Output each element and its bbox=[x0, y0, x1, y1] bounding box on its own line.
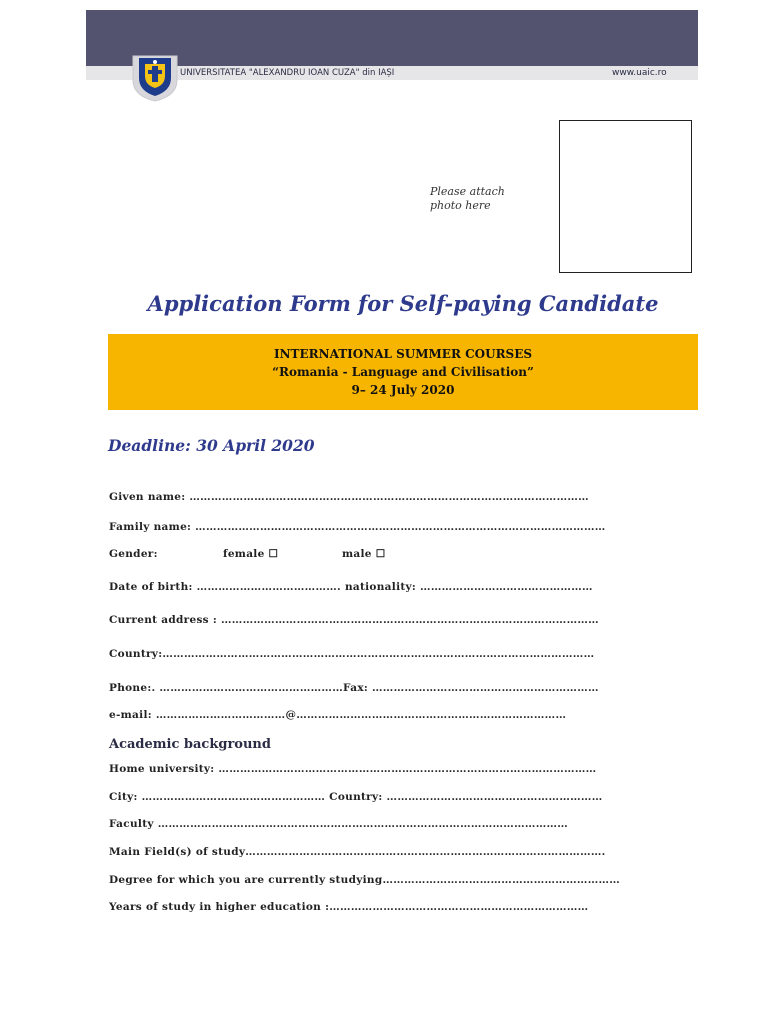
deadline: Deadline: 30 April 2020 bbox=[108, 436, 315, 455]
photo-box bbox=[559, 120, 692, 273]
email-field[interactable]: e-mail: ………………………………@………………………………………………………………… bbox=[109, 709, 567, 721]
course-line-3: 9– 24 July 2020 bbox=[351, 383, 455, 397]
years-of-study-field[interactable]: Years of study in higher education :……………………………………………………………… bbox=[109, 901, 589, 913]
faculty-field[interactable]: Faculty …………………………………………………………………………………………………… bbox=[109, 818, 569, 830]
family-name-field[interactable]: Family name: …………………………………………………………………………………………………… bbox=[109, 521, 606, 533]
university-crest-icon bbox=[131, 52, 179, 102]
home-university-field[interactable]: Home university: …………………………………………………………………………………………… bbox=[109, 763, 597, 775]
academic-heading: Academic background bbox=[109, 737, 271, 752]
female-checkbox[interactable]: female ☐ bbox=[223, 548, 279, 560]
current-address-field[interactable]: Current address : …………………………………………………………………………………………… bbox=[109, 614, 599, 626]
university-website: www.uaic.ro bbox=[612, 68, 667, 78]
city-country-field[interactable]: City: …………………………………………… Country: …………………………………………………… bbox=[109, 791, 603, 803]
degree-field[interactable]: Degree for which you are currently studying………………………………………………………… bbox=[109, 874, 621, 886]
university-name: UNIVERSITATEA "ALEXANDRU IOAN CUZA" din IAȘI bbox=[180, 68, 395, 78]
gender-label: Gender: bbox=[109, 548, 158, 560]
page-title: Application Form for Self-paying Candidate bbox=[147, 291, 659, 316]
phone-fax-field[interactable]: Phone:. ……………………………………………Fax: ……………………………………………………… bbox=[109, 682, 599, 694]
course-line-2: “Romania - Language and Civilisation” bbox=[272, 365, 534, 379]
course-line-1: INTERNATIONAL SUMMER COURSES bbox=[273, 347, 533, 361]
male-checkbox[interactable]: male ☐ bbox=[342, 548, 386, 560]
main-field-of-study[interactable]: Main Field(s) of study………………………………………………………………………………………. bbox=[109, 846, 606, 858]
date-nationality-field[interactable]: Date of birth: …………………………………. nationality: ………………………………………… bbox=[109, 581, 593, 593]
course-box bbox=[108, 334, 698, 410]
country-field[interactable]: Country:………………………………………………………………………………………………………… bbox=[109, 648, 595, 660]
photo-note: Please attach photo here bbox=[430, 185, 505, 212]
given-name-field[interactable]: Given name: ………………………………………………………………………………………………… bbox=[109, 491, 589, 503]
